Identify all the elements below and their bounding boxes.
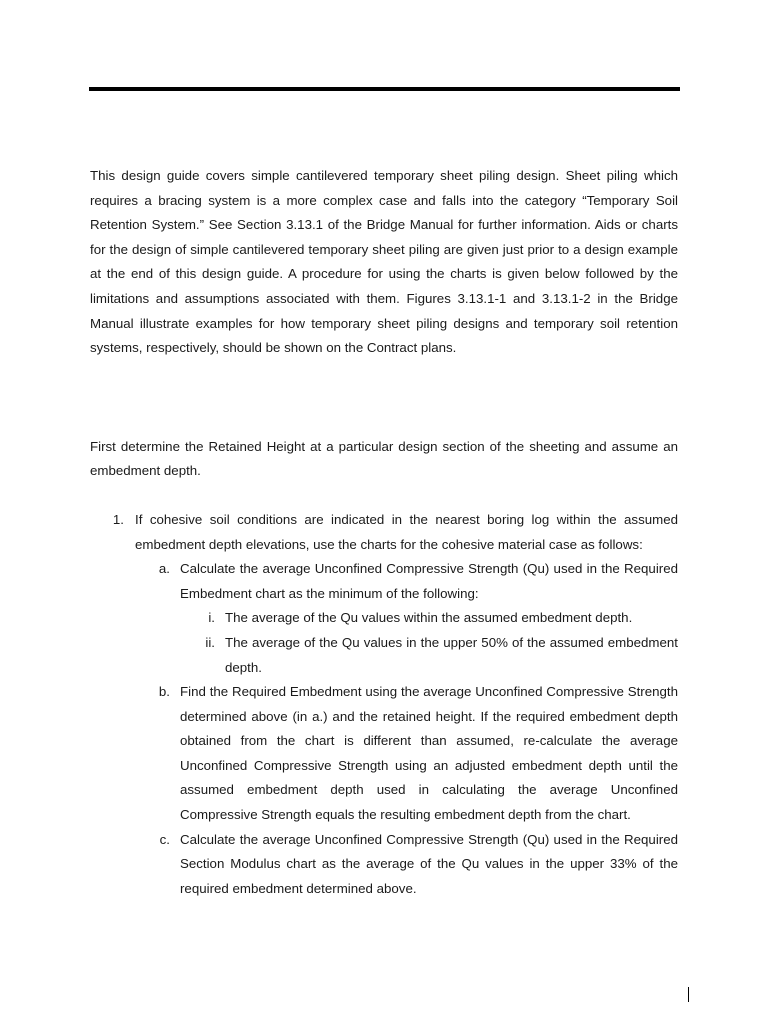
header-rule: [89, 87, 680, 91]
list-item: [90, 557, 678, 606]
list-item-text: The average of the Qu values in the upper 50% of the assumed embedment depth.: [225, 634, 678, 675]
list-marker: b.: [158, 684, 170, 700]
list-item: [90, 680, 678, 828]
list-item: [90, 508, 678, 557]
list-item-text: The average of the Qu values within the assumed embedment depth.: [225, 610, 633, 626]
list-item-text: Find the Required Embedment using the average Unconfined Compressive Strength determined above (in a.) and the retained height. If the required embedment depth obtained from the chart is different than assumed, re-calculate the average Unconfined Compressive Strength using an adjusted embedment depth until the assumed embedment depth used in calculating the average Unconfined Compressive Strength equals the resulting embedment depth from the chart.: [180, 684, 678, 823]
list-marker: c.: [159, 831, 170, 847]
list-item: [90, 828, 678, 902]
list-item-text: Calculate the average Unconfined Compressive Strength (Qu) used in the Required Section Modulus chart as the average of the Qu values in the upper 33% of the required embedment determined above.: [180, 831, 678, 896]
list-item: [90, 631, 678, 680]
list-item: [90, 606, 678, 631]
list-marker: a.: [158, 561, 170, 577]
list-marker: i.: [208, 610, 215, 626]
list-marker: 1.: [112, 511, 124, 527]
list-item-text: If cohesive soil conditions are indicated in the nearest boring log within the assumed embedment depth elevations, use the charts for the cohesive material case as follows:: [135, 511, 678, 552]
procedure-list: [90, 508, 678, 902]
list-item-text: Calculate the average Unconfined Compressive Strength (Qu) used in the Required Embedment chart as the minimum of the following:: [180, 561, 678, 601]
list-marker: ii.: [205, 634, 215, 650]
revision-bar: [688, 987, 689, 1002]
document-body: [90, 164, 678, 901]
intro-paragraph: This design guide covers simple cantilevered temporary sheet piling design. Sheet piling which requires a bracing system is a more complex case and falls into the category “Temporary Soil Retention System.” See Section 3.13.1 of the Bridge Manual for further information. Aids or charts for the design of simple cantilevered temporary sheet piling are given just prior to a design example at the end of this design guide. A procedure for using the charts is given below followed by the limitations and assumptions associated with them. Figures 3.13.1-1 and 3.13.1-2 in the Bridge Manual illustrate examples for how temporary sheet piling designs and temporary soil retention systems, respectively, should be shown on the Contract plans.: [90, 168, 678, 356]
first-step-paragraph: First determine the Retained Height at a particular design section of the sheeting and assume an embedment depth.: [90, 438, 678, 479]
